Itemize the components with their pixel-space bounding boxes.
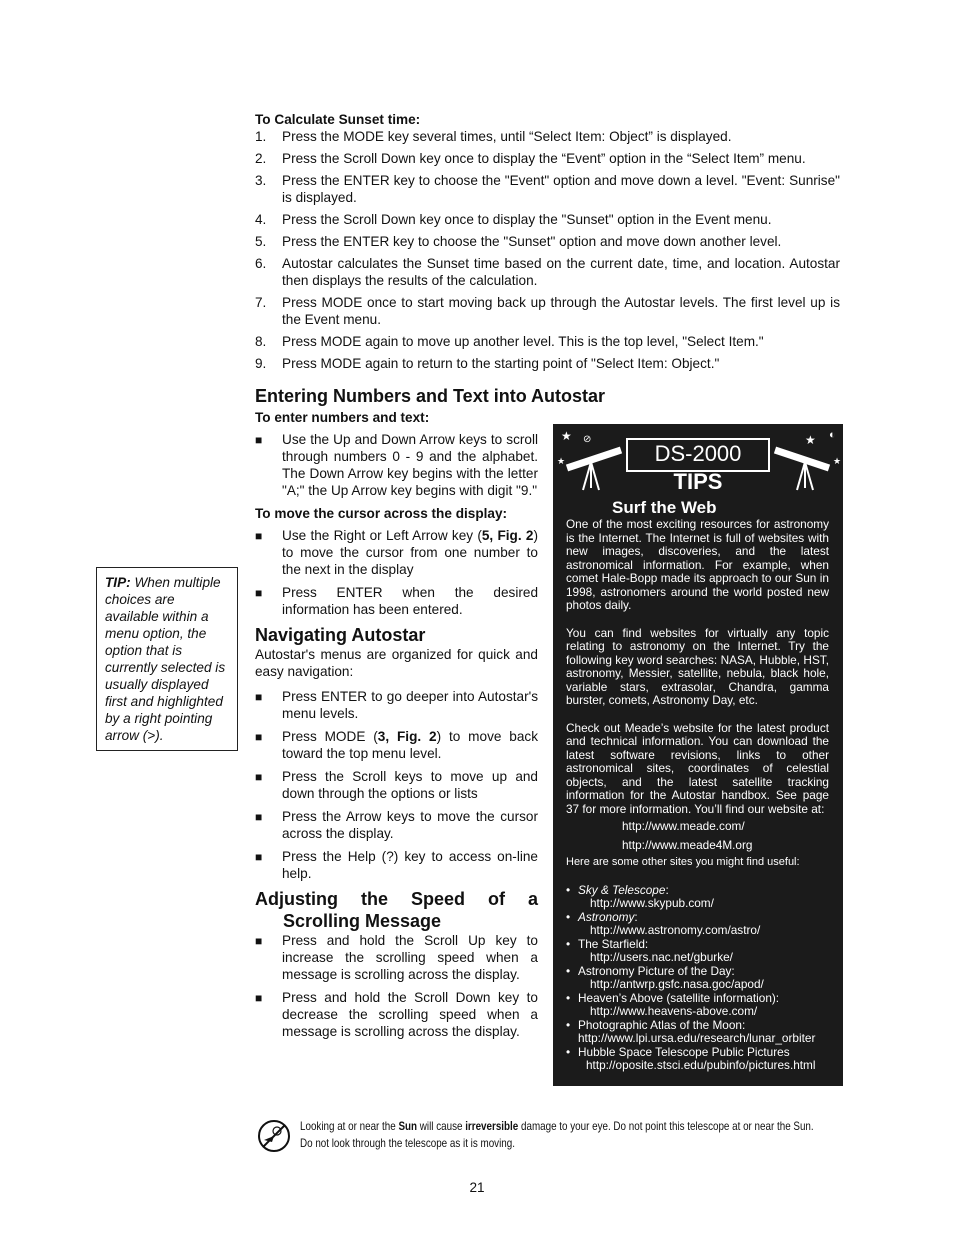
list-item [255,294,840,328]
site-item [566,1019,829,1046]
list-item: ■ Press ENTER to go deeper into Autostar's menu levels. [255,689,538,721]
sunset-heading: To Calculate Sunset time: [255,112,421,127]
navigating-heading: Navigating Autostar [255,625,426,645]
bullet-square-icon: ■ [255,850,263,864]
left-column [255,409,538,1046]
site-url[interactable]: http://www.heavens-above.com/ [590,1004,758,1018]
site-name-suffix: : [665,882,669,897]
bullet-dot-icon: • [566,936,571,951]
bullet-dot-icon: • [566,1017,571,1032]
site-name: Astronomy Picture of the Day: [578,963,735,978]
site-item [566,965,829,992]
step-text: Press the ENTER key to choose the "Sunset" option and move down another level. [282,234,782,249]
list-item: ■ Press and hold the Scroll Down key to decrease the scrolling speed when a message is scrolling across the display. [255,990,538,1039]
step-text: Press the ENTER key to choose the "Event" option and move down a level. "Event: Sunrise" is displayed. [282,173,840,205]
site-list [566,884,829,1073]
site-url[interactable]: http://antwrp.gsfc.nasa.goc/apod/ [590,977,764,991]
site-url[interactable]: http://www.skypub.com/ [590,896,714,910]
site-url[interactable]: http://oposite.stsci.edu/pubinfo/pictures.html [586,1058,816,1072]
site-name: The Starfield: [578,936,649,951]
panel-paragraph: One of the most exciting resources for astronomy is the Internet. The Internet is full of websites with new images, discoveries, and the latest astronomical information. For example, when comet Hale-Bopp made its approach to our Sun in 1998, astronomers around the world posted new photos daily. [566,517,829,612]
bullet-square-icon: ■ [255,934,263,948]
list-item [255,355,840,372]
bullet-square-icon: ■ [255,730,263,744]
sunset-steps [255,128,840,372]
site-name: Astronomy [578,909,635,924]
site-name: Photographic Atlas of the Moon: [578,1017,746,1032]
svg-text:★: ★ [557,456,566,466]
list-item [255,255,840,289]
entering-subheading: To enter numbers and text: [255,410,430,425]
bullet-dot-icon: • [566,909,571,924]
star-icon: ★ [805,433,816,447]
list-item [255,333,840,350]
bullet-square-icon: ■ [255,770,263,784]
page-number: 21 [469,1180,485,1195]
step-number: 6. [255,256,267,271]
step-number: 9. [255,356,267,371]
surf-web-title: Surf the Web [612,498,717,517]
sun-warning: Looking at or near the Sun will cause irreversible damage to your eye. Do not point this telescope at or near the Sun. Do not look through the telescope as it is moving. [300,1119,814,1150]
panel-paragraph: You can find websites for virtually any topic relating to astronomy on the Internet. Try the following key word searches: NASA, Hubble, HST, astronomy, Messier, satellite, nebula, black hole, variable stars, extrasolar, Chandra, gamma burster, comets, Astronomy Day, etc. [566,625,829,707]
step-text: Press the MODE key several times, until “Select Item: Object” is displayed. [282,129,732,144]
planet-icon: ◐ [829,429,836,441]
site-item [566,1046,829,1073]
star-icon: ★ [561,429,572,443]
sunset-section [255,111,840,377]
comet-icon: ⊘ [583,434,592,445]
site-item [566,992,829,1019]
site-name: Heaven’s Above (satellite information): [578,990,780,1005]
tip-text: When multiple choices are available within a menu option, the option that is currently selected is usually displayed first and highlighted by a right pointing arrow (>). [105,575,226,743]
bullet-dot-icon: • [566,963,571,978]
bullet-square-icon: ■ [255,586,263,600]
list-item: ■ Press the Arrow keys to move the cursor across the display. [255,809,538,841]
bullet-square-icon: ■ [255,690,263,704]
step-text: Press MODE once to start moving back up through the Autostar levels. The first level up is the Event menu. [282,295,840,327]
list-item: ■ Press ENTER when the desired information has been entered. [255,585,538,617]
bullet-dot-icon: • [566,990,571,1005]
adjusting-heading-line2: Scrolling Message [283,911,442,931]
list-item: ■ Use the Up and Down Arrow keys to scroll through numbers 0 - 9 and the alphabet. The Down Arrow key begins with the letter "A;" the Up Arrow key begins with digit "9." [255,432,538,498]
step-number: 7. [255,295,267,310]
step-text: Press MODE again to move up another level. This is the top level, "Select Item." [282,334,764,349]
other-sites-intro: Here are some other sites you might find useful: [566,856,800,868]
tip-label: TIP: [105,575,131,590]
step-number: 8. [255,334,267,349]
site-item [566,911,829,938]
cursor-subheading: To move the cursor across the display: [255,506,508,521]
site-url[interactable]: http://www.lpi.ursa.edu/research/lunar_orbiter [578,1031,816,1045]
meade-link[interactable]: http://www.meade.com/ [622,819,745,833]
tips-panel [553,424,843,1086]
site-name-suffix: : [634,909,638,924]
list-item [255,211,840,228]
bullet-dot-icon: • [566,882,571,897]
tip-box [96,567,238,751]
list-item [255,150,840,167]
bullet-square-icon: ■ [255,810,263,824]
list-item: ■ Press the Scroll keys to move up and down through the options or lists [255,769,538,801]
entering-heading: Entering Numbers and Text into Autostar [255,386,606,406]
step-number: 5. [255,234,267,249]
navigating-intro: Autostar's menus are organized for quick and easy navigation: [255,647,538,679]
step-number: 2. [255,151,267,166]
list-item: ■ Press and hold the Scroll Up key to increase the scrolling speed when a message is scrolling across the display. [255,933,538,982]
adjusting-heading-line1: Adjusting the Speed of a [255,889,538,909]
bullet-square-icon: ■ [255,529,263,543]
step-text: Press MODE again to return to the starting point of "Select Item: Object." [282,356,720,371]
list-item [255,172,840,206]
site-item [566,938,829,965]
bullet-square-icon: ■ [255,433,263,447]
bullet-square-icon: ■ [255,991,263,1005]
step-number: 3. [255,173,267,188]
tips-content [566,498,829,1073]
site-url[interactable]: http://www.astronomy.com/astro/ [590,923,761,937]
site-item [566,884,829,911]
step-number: 4. [255,212,267,227]
meade4m-link[interactable]: http://www.meade4M.org [622,838,753,852]
no-sun-warning-icon [256,1118,292,1154]
list-item: ■ Press MODE (3, Fig. 2) to move back toward the top menu level. [255,729,539,761]
svg-text:★: ★ [833,456,842,466]
step-text: Press the Scroll Down key once to display the “Event” option in the “Select Item” menu. [282,151,806,166]
list-item [255,233,840,250]
step-text: Autostar calculates the Sunset time based on the current date, time, and location. Autostar then displays the results of the calculation. [282,256,840,288]
step-text: Press the Scroll Down key once to display the "Sunset" option in the Event menu. [282,212,772,227]
site-name: Hubble Space Telescope Public Pictures [578,1044,790,1059]
panel-paragraph: Check out Meade’s website for the latest product and technical information. You can download the latest software revisions, links to other astronomical sites, coordinates of celestial objects, and the latest satellite tracking information for the Autostar handbox. See page 37 for more information. You’ll find our website at: [566,720,829,816]
list-item: ■ Use the Right or Left Arrow key (5, Fig. 2) to move the cursor from one number to the next in the display [255,528,538,577]
site-url[interactable]: http://users.nac.net/gburke/ [590,950,733,964]
step-number: 1. [255,129,267,144]
list-item: ■ Press the Help (?) key to access on-line help. [255,849,538,881]
site-name: Sky & Telescope [578,882,666,897]
bullet-dot-icon: • [566,1044,571,1059]
ds2000-tips-banner: DS-2000 TIPS [626,438,770,472]
list-item [255,128,840,145]
